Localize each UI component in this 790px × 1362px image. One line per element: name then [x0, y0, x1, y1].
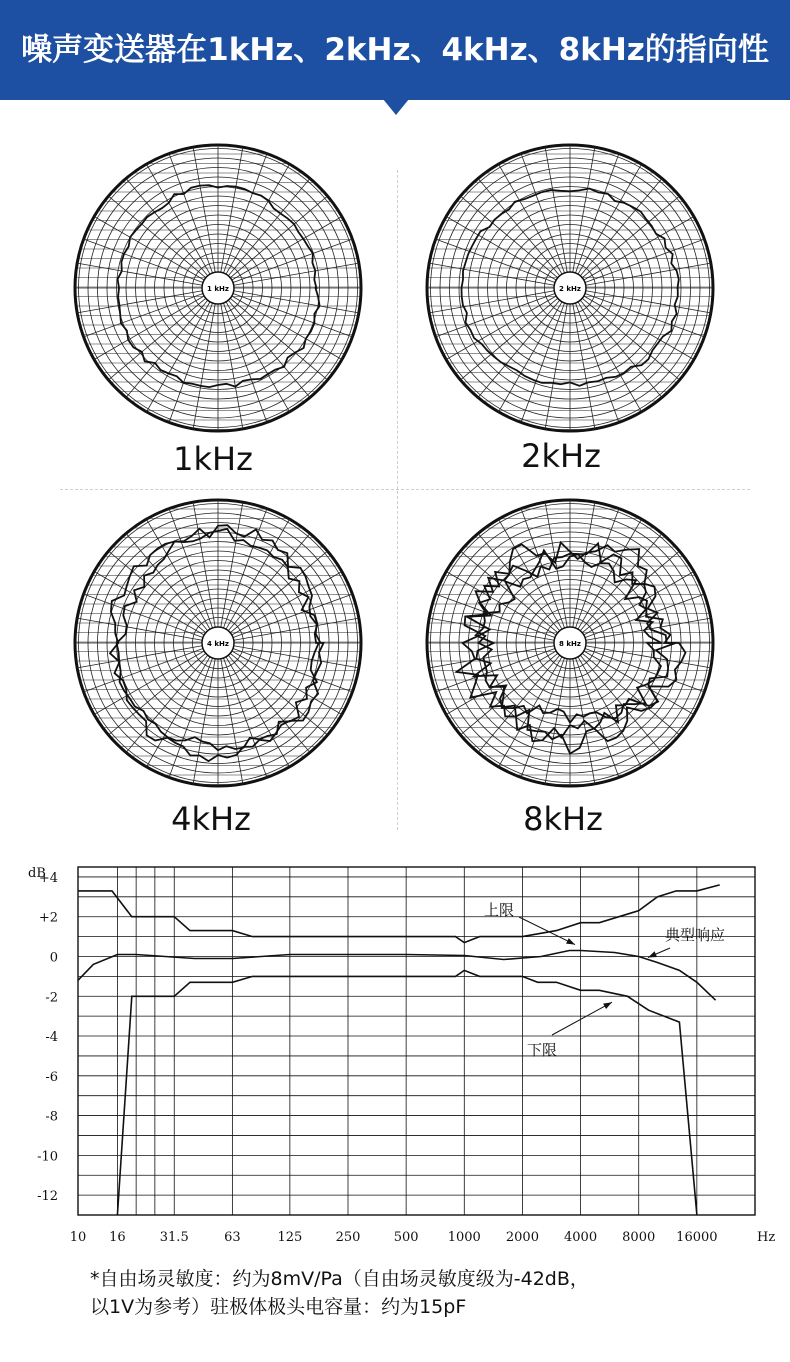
x-tick-label: 1000: [447, 1230, 481, 1245]
series-line-typical: [78, 951, 716, 1001]
annotation-label: 下限: [527, 1041, 558, 1059]
polar-plot-4khz: [70, 495, 366, 791]
header-banner: [0, 0, 790, 100]
polar-caption-8khz: 8kHz: [523, 800, 603, 838]
x-tick-label: 8000: [622, 1230, 656, 1245]
polar-plot-2khz: [422, 140, 718, 436]
page-title: 噪声变送器在1kHz、2kHz、4kHz、8kHz的指向性: [21, 32, 769, 68]
y-axis-label: dB: [28, 866, 46, 881]
horizontal-divider: [60, 489, 750, 490]
x-axis-label: Hz: [757, 1230, 776, 1245]
polar-center-label: 1 kHz: [207, 285, 229, 293]
y-tick-label: -8: [45, 1109, 58, 1125]
y-tick-label: 0: [49, 950, 58, 966]
x-tick-label: 4000: [564, 1230, 598, 1245]
x-tick-label: 125: [277, 1230, 303, 1245]
polar-plot-1khz: [70, 140, 366, 436]
x-tick-label: 31.5: [159, 1230, 189, 1245]
annotation-leader: [519, 917, 575, 945]
footnote-line-1: *自由场灵敏度：约为8mV/Pa（自由场灵敏度级为-42dB，: [90, 1268, 589, 1290]
polar-caption-4khz: 4kHz: [171, 800, 251, 838]
annotation-leader: [552, 1002, 612, 1035]
vertical-divider: [397, 170, 398, 830]
annotation-label: 上限: [484, 901, 515, 919]
annotation-label: 典型响应: [665, 926, 726, 944]
y-tick-label: +4: [38, 870, 58, 886]
frequency-response-chart: [0, 855, 790, 1255]
chart-grid: [78, 867, 755, 1215]
y-tick-label: -4: [45, 1030, 58, 1046]
polar-caption-2khz: 2kHz: [521, 437, 601, 475]
x-tick-label: 250: [335, 1230, 361, 1245]
x-tick-label: 500: [393, 1230, 419, 1245]
x-tick-label: 16: [109, 1230, 126, 1245]
y-tick-label: +2: [38, 910, 58, 926]
series-line-lower: [117, 970, 697, 1215]
arrow-head-icon: [648, 951, 657, 957]
polar-center-label: 2 kHz: [559, 285, 581, 293]
polar-center-label: 4 kHz: [207, 640, 229, 648]
x-tick-label: 16000: [676, 1230, 718, 1245]
arrow-head-icon: [603, 1002, 612, 1009]
y-tick-label: -6: [45, 1069, 58, 1085]
y-tick-label: -2: [45, 990, 58, 1006]
x-tick-label: 2000: [505, 1230, 539, 1245]
polar-center-label: 8 kHz: [559, 640, 581, 648]
footnote-line-2: 以1V为参考）驻极体极头电容量：约为15pF: [90, 1296, 467, 1318]
polar-caption-1khz: 1kHz: [173, 440, 253, 478]
polar-plot-8khz: [422, 495, 718, 791]
footnote: [90, 1265, 740, 1321]
x-tick-label: 10: [69, 1230, 87, 1245]
banner-pointer-icon: [383, 99, 409, 115]
y-tick-label: -10: [37, 1149, 58, 1165]
y-tick-label: -12: [37, 1189, 58, 1205]
arrow-head-icon: [566, 938, 575, 945]
x-tick-label: 63: [224, 1230, 241, 1245]
